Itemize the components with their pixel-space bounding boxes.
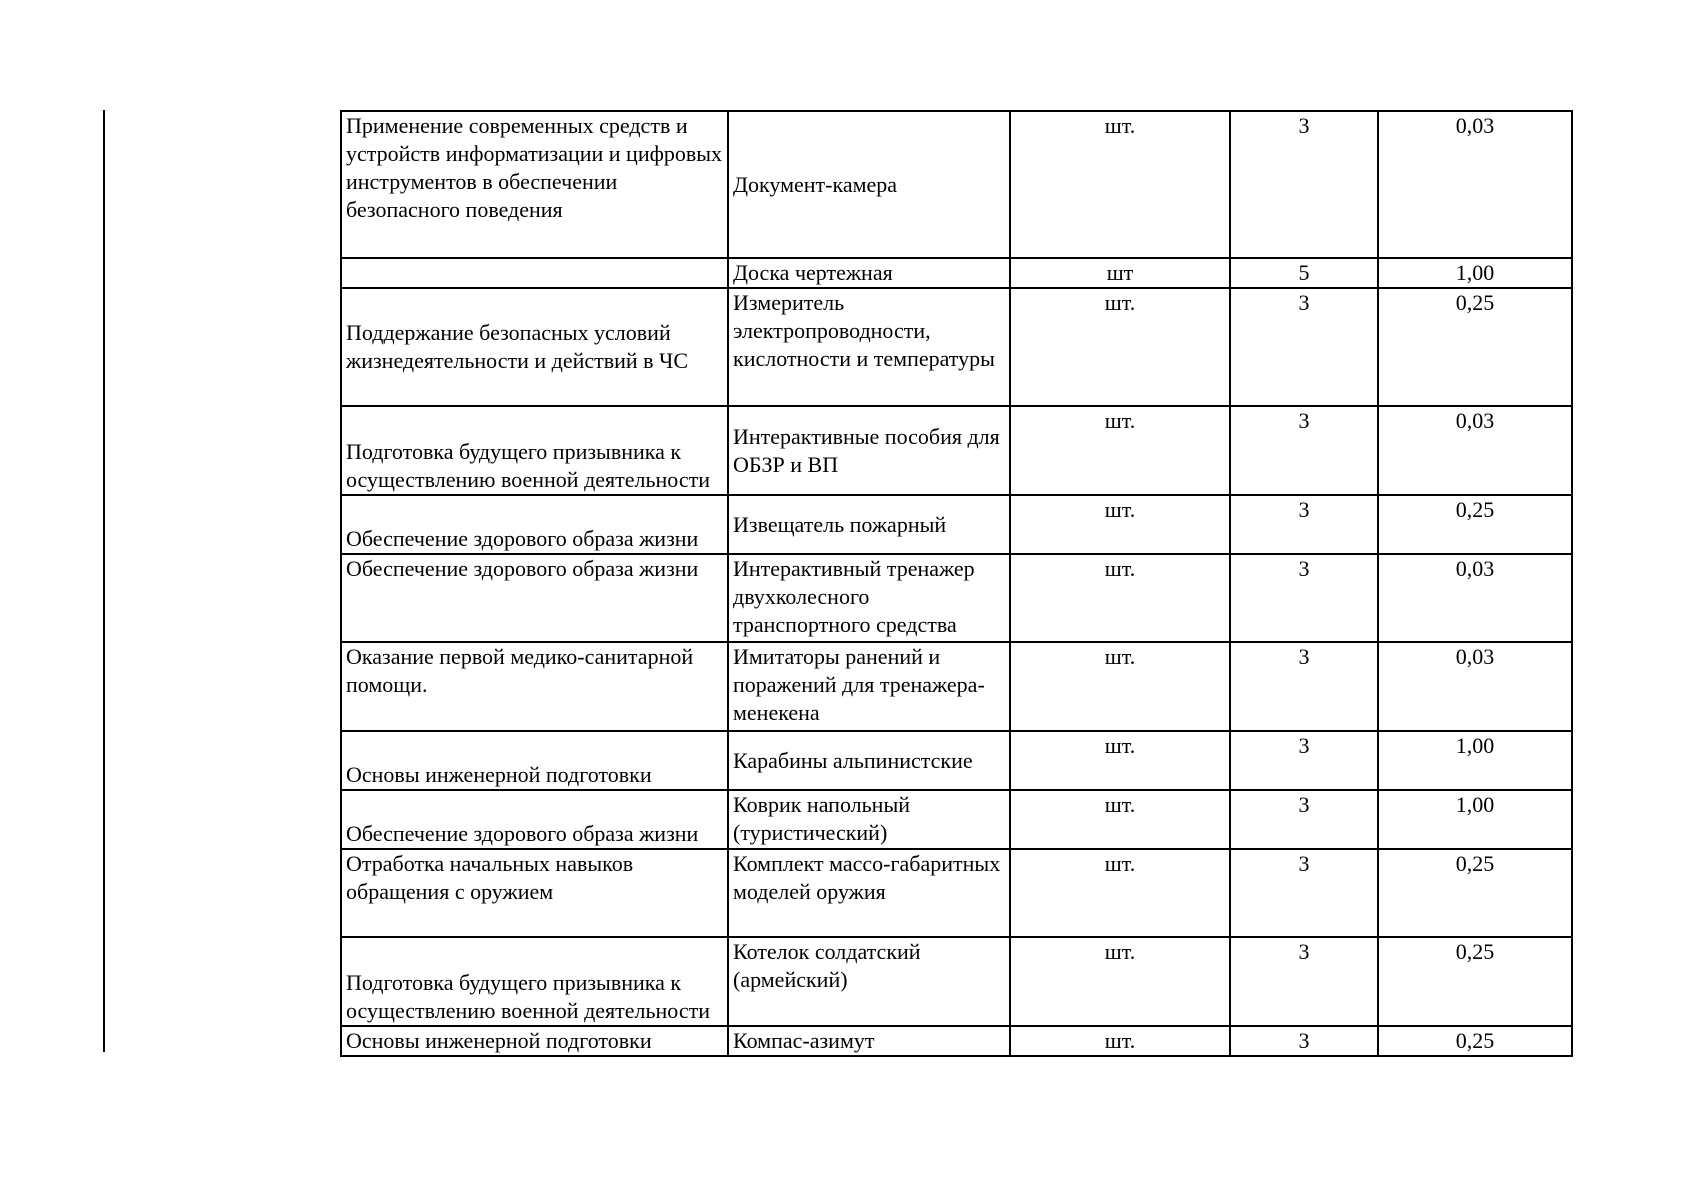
coefficient-cell: 0,03: [1378, 406, 1572, 495]
unit-cell: шт.: [1010, 849, 1230, 937]
table-row: [341, 111, 1572, 258]
coefficient-cell: 0,25: [1378, 849, 1572, 937]
coefficient-cell: 0,25: [1378, 937, 1572, 1026]
table-row: [341, 495, 1572, 554]
quantity-cell: 5: [1230, 258, 1378, 288]
topic-cell: Обеспечение здорового образа жизни: [341, 790, 728, 849]
table-row: [341, 1026, 1572, 1056]
topic-cell: Подготовка будущего призывника к осуществлению военной деятельности: [341, 937, 728, 1026]
table-row: [341, 642, 1572, 731]
coefficient-cell: 0,25: [1378, 495, 1572, 554]
unit-cell: шт.: [1010, 790, 1230, 849]
table-row: [341, 554, 1572, 642]
topic-cell: Оказание первой медико-санитарной помощи.: [341, 642, 728, 731]
quantity-cell: 3: [1230, 849, 1378, 937]
equipment-table: [340, 110, 1573, 1057]
item-cell: Имитаторы ранений и поражений для тренажера-менекена: [728, 642, 1010, 731]
quantity-cell: 3: [1230, 288, 1378, 406]
unit-cell: шт.: [1010, 406, 1230, 495]
table-row: [341, 406, 1572, 495]
item-cell: Документ-камера: [728, 111, 1010, 258]
coefficient-cell: 1,00: [1378, 731, 1572, 790]
quantity-cell: 3: [1230, 111, 1378, 258]
coefficient-cell: 0,03: [1378, 111, 1572, 258]
table-row: [341, 937, 1572, 1026]
item-cell: Доска чертежная: [728, 258, 1010, 288]
coefficient-cell: 0,03: [1378, 554, 1572, 642]
coefficient-cell: 0,25: [1378, 288, 1572, 406]
quantity-cell: 3: [1230, 1026, 1378, 1056]
item-cell: Коврик напольный (туристический): [728, 790, 1010, 849]
coefficient-cell: 1,00: [1378, 790, 1572, 849]
quantity-cell: 3: [1230, 937, 1378, 1026]
topic-cell: Подготовка будущего призывника к осуществлению военной деятельности: [341, 406, 728, 495]
page-margin-line: [103, 110, 105, 1052]
quantity-cell: 3: [1230, 495, 1378, 554]
table-row: [341, 288, 1572, 406]
table-row: [341, 849, 1572, 937]
topic-cell: Поддержание безопасных условий жизнедеятельности и действий в ЧС: [341, 288, 728, 406]
table-row: [341, 731, 1572, 790]
unit-cell: шт.: [1010, 495, 1230, 554]
topic-cell: Отработка начальных навыков обращения с оружием: [341, 849, 728, 937]
quantity-cell: 3: [1230, 790, 1378, 849]
unit-cell: шт.: [1010, 937, 1230, 1026]
item-cell: Измеритель электропроводности, кислотности и температуры: [728, 288, 1010, 406]
item-cell: Компас-азимут: [728, 1026, 1010, 1056]
quantity-cell: 3: [1230, 406, 1378, 495]
item-cell: Комплект массо-габаритных моделей оружия: [728, 849, 1010, 937]
item-cell: Интерактивные пособия для ОБЗР и ВП: [728, 406, 1010, 495]
item-cell: Карабины альпинистские: [728, 731, 1010, 790]
topic-cell: [341, 258, 728, 288]
topic-cell: Основы инженерной подготовки: [341, 1026, 728, 1056]
topic-cell: Обеспечение здорового образа жизни: [341, 495, 728, 554]
topic-cell: Основы инженерной подготовки: [341, 731, 728, 790]
unit-cell: шт.: [1010, 731, 1230, 790]
quantity-cell: 3: [1230, 642, 1378, 731]
unit-cell: шт.: [1010, 554, 1230, 642]
quantity-cell: 3: [1230, 554, 1378, 642]
topic-cell: Применение современных средств и устройств информатизации и цифровых инструментов в обеспечении безопасного поведения: [341, 111, 728, 258]
topic-cell: Обеспечение здорового образа жизни: [341, 554, 728, 642]
coefficient-cell: 1,00: [1378, 258, 1572, 288]
unit-cell: шт: [1010, 258, 1230, 288]
quantity-cell: 3: [1230, 731, 1378, 790]
coefficient-cell: 0,25: [1378, 1026, 1572, 1056]
item-cell: Котелок солдатский (армейский): [728, 937, 1010, 1026]
unit-cell: шт.: [1010, 288, 1230, 406]
table-row: [341, 790, 1572, 849]
unit-cell: шт.: [1010, 642, 1230, 731]
unit-cell: шт.: [1010, 111, 1230, 258]
item-cell: Извещатель пожарный: [728, 495, 1010, 554]
table-row: [341, 258, 1572, 288]
unit-cell: шт.: [1010, 1026, 1230, 1056]
item-cell: Интерактивный тренажер двухколесного транспортного средства: [728, 554, 1010, 642]
coefficient-cell: 0,03: [1378, 642, 1572, 731]
